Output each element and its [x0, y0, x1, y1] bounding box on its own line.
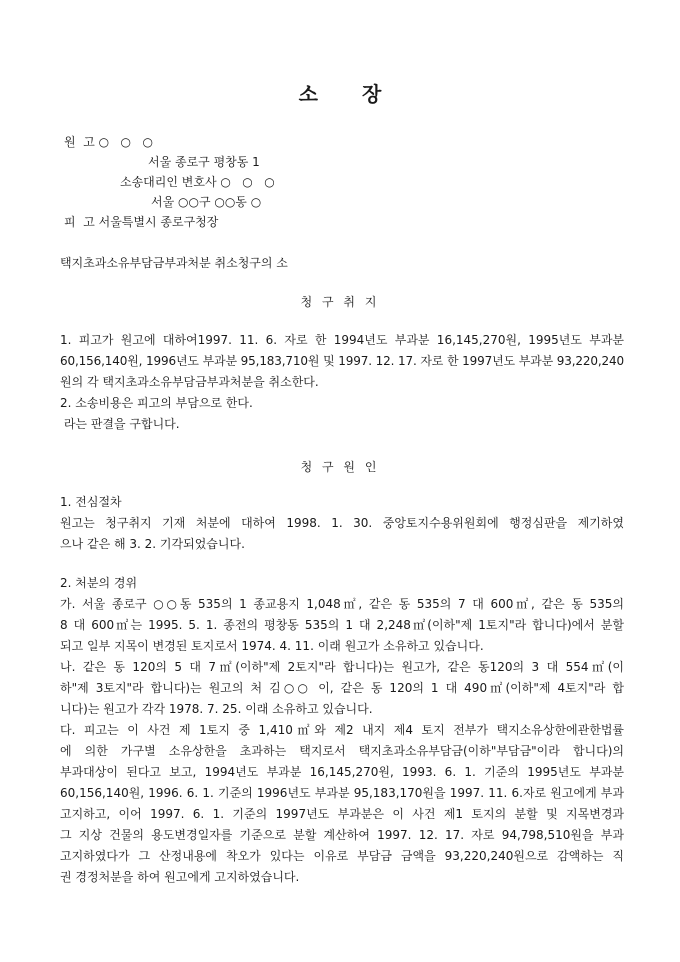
section2-line-9: 부과대상이 된다고 보고, 1994년도 부과분 16,145,270원, 1993. 6. 1. 기준의 1995년도 부과분 [60, 765, 624, 779]
section2-line-13: 고지하였다가 그 산정내용에 착오가 있다는 이유로 부담금 금액을 93,220,240원으로 감액하는 직 [60, 849, 624, 863]
section2-line-7: 다. 피고는 이 사건 제 1토지 중 1,410㎡와 제2 내지 제4 토지 전부가 택지소유상한에관한법률 [60, 723, 624, 737]
section1 [60, 492, 624, 555]
section1-line-2: 으나 같은 해 3. 2. 기각되었습니다. [60, 537, 245, 551]
claim-line-5: 라는 판결을 구합니다. [60, 417, 180, 431]
claim-line-2: 60,156,140원, 1996년도 부과분 95,183,710원 및 1997. 12. 17. 자로 한 1997년도 부과분 93,220,240 [60, 354, 624, 368]
claim-line-4: 2. 소송비용은 피고의 부담으로 한다. [60, 396, 253, 410]
case-name: 택지초과소유부담금부과처분 취소청구의 소 [60, 256, 288, 270]
section1-title: 1. 전심절차 [60, 495, 122, 509]
section2-title: 2. 처분의 경위 [60, 576, 138, 590]
attorney-address: 서울 ○○구 ○○동 ○ [151, 195, 262, 209]
title-char-2: 장 [362, 82, 382, 106]
section2-line-8: 에 의한 가구별 소유상한을 초과하는 택지로서 택지초과소유부담금(이하"부담금"이라 합니다)의 [60, 744, 624, 758]
plaintiff-line: 원 고 ○ ○ ○ [64, 135, 153, 149]
section2-line-1: 가. 서울 종로구 ○○동 535의 1 종교용지 1,048㎡, 같은 동 535의 7 대 600㎡, 같은 동 535의 [60, 597, 624, 611]
section2-line-11: 고지하고, 이어 1997. 6. 1. 기준의 1997년도 부과분은 이 사건 제1 토지의 분할 및 지목변경과 [60, 807, 624, 821]
plaintiff-address: 서울 종로구 평창동 1 [148, 155, 260, 169]
section2-line-10: 60,156,140원, 1996. 6. 1. 기준의 1996년도 부과분 95,183,170원을 1997. 11. 6.자로 원고에게 부과 [60, 786, 624, 800]
section2-line-14: 권 경정처분을 하여 원고에게 고지하였습니다. [60, 870, 300, 884]
claim-paragraph [60, 330, 624, 435]
claim-heading: 청 구 취 지 [300, 295, 380, 309]
section2-line-6: 니다)는 원고가 각각 1978. 7. 25. 이래 소유하고 있습니다. [60, 702, 373, 716]
claim-line-1: 1. 피고가 원고에 대하여1997. 11. 6. 자로 한 1994년도 부과분 16,145,270원, 1995년도 부과분 [60, 333, 624, 347]
section1-line-1: 원고는 청구취지 기재 처분에 대하여 1998. 1. 30. 중앙토지수용위원회에 행정심판을 제기하였 [60, 516, 624, 530]
section2-line-12: 그 지상 건물의 용도변경일자를 기준으로 분할 계산하여 1997. 12. 17. 자로 94,798,510원을 부과 [60, 828, 624, 842]
document-title [0, 78, 680, 107]
claim-line-3: 원의 각 택지초과소유부담금부과처분을 취소한다. [60, 375, 319, 389]
section2-line-2: 8 대 600㎡는 1995. 5. 1. 종전의 평창동 535의 1 대 2,248㎡(이하"제 1토지"라 합니다)에서 분할 [60, 618, 624, 632]
section2 [60, 573, 624, 888]
section2-line-5: 하"제 3토지"라 합니다)는 원고의 처 김○○ 이, 같은 동 120의 1 대 490㎡(이하"제 4토지"라 합 [60, 681, 624, 695]
defendant-line: 피 고 서울특별시 종로구청장 [64, 215, 219, 229]
section2-line-4: 나. 같은 동 120의 5 대 7㎡(이하"제 2토지"라 합니다)는 원고가, 같은 동120의 3 대 554㎡(이 [60, 660, 624, 674]
section2-line-3: 되고 일부 지목이 변경된 토지로서 1974. 4. 11. 이래 원고가 소유하고 있습니다. [60, 639, 484, 653]
attorney-line: 소송대리인 변호사 ○ ○ ○ [120, 175, 275, 189]
cause-heading: 청 구 원 인 [300, 460, 380, 474]
title-char-1: 소 [298, 82, 318, 106]
